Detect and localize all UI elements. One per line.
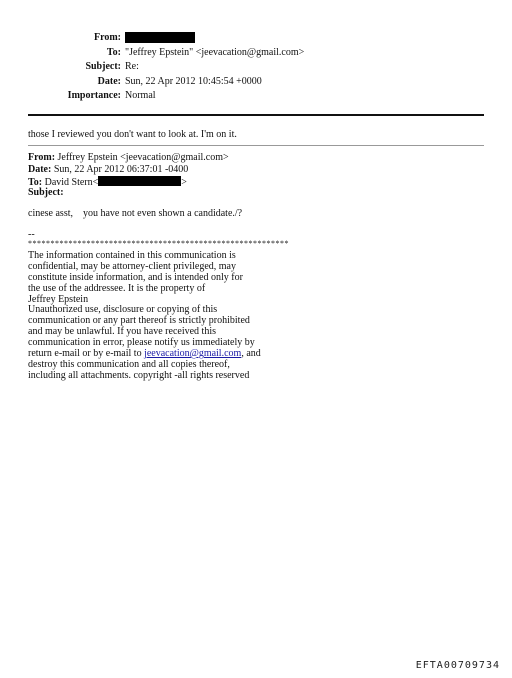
quoted-date-row [28,164,488,176]
header-importance-row [36,90,496,105]
disclaimer-line: and may be unlawful. If you have received this [28,326,216,338]
disclaimer-line: the use of the addressee. It is the property of [28,282,206,294]
header-to-row [36,47,496,62]
disclaimer-text [28,251,358,382]
quoted-date-value: Sun, 22 Apr 2012 06:37:01 -0400 [53,163,189,175]
signature-block [28,230,358,382]
redaction-box [125,32,195,43]
header-date-value: Sun, 22 Apr 2012 10:45:54 +0000 [125,75,262,87]
quote-divider [28,145,484,146]
email-link[interactable]: jeevacation@gmail.com [144,348,242,360]
header-from-row [36,32,496,47]
header-date-row [36,76,496,91]
signature-dash: -- [28,229,35,240]
quoted-from-label: From: [28,152,56,163]
header-to-label: To: [106,46,121,58]
quoted-from-value: Jeffrey Epstein <jeevacation@gmail.com> [57,152,229,163]
header-to-value: "Jeffrey Epstein" <jeevacation@gmail.com> [125,46,305,58]
disclaimer-line: Unauthorized use, disclosure or copying of this [28,304,218,316]
quoted-subject-row [28,187,488,199]
quoted-date-label: Date: [28,163,52,175]
quoted-from-row [28,152,488,164]
header-divider [28,114,484,116]
signature-stars: ********************************************************** [28,239,289,248]
reply-text: those I reviewed you don't want to look at. I'm on it. [28,129,237,140]
header-date-label: Date: [97,75,121,87]
quoted-to-label: To: [28,176,43,188]
header-importance-label: Importance: [67,90,121,101]
disclaimer-line: communication or any part thereof is strictly prohibited [28,315,250,327]
message-body: cinese asst, you have not even shown a candidate./? [28,208,243,219]
link-prefix: return e-mail or by e-mail to [28,348,145,360]
header-subject-label: Subject: [85,61,121,72]
disclaimer-line: communication in error, please notify us immediately by [28,337,255,349]
disclaimer-line: The information contained in this communication is [28,250,236,261]
disclaimer-line: Jeffrey Epstein [28,293,89,305]
disclaimer-line: including all attachments. copyright -all rights reserved [28,369,250,381]
header-subject-value: Re: [125,61,139,72]
header-subject-row [36,61,496,76]
redaction-box [98,176,181,186]
quoted-to-suffix: > [181,176,187,188]
disclaimer-line: confidential, may be attorney-client privileged, may [28,260,236,272]
disclaimer-line: constitute inside information, and is intended only for [28,271,243,283]
document-id: EFTA00709734 [415,660,500,671]
email-header [36,32,496,105]
disclaimer-line: destroy this communication and all copies thereof, [28,358,230,370]
quoted-to-prefix: David Stern< [44,176,99,188]
quoted-header [28,152,488,199]
header-importance-value: Normal [125,90,156,101]
header-from-label: From: [93,32,121,43]
quoted-subject-label: Subject: [28,187,64,199]
link-suffix: , and [241,348,261,360]
quoted-to-row [28,176,488,188]
